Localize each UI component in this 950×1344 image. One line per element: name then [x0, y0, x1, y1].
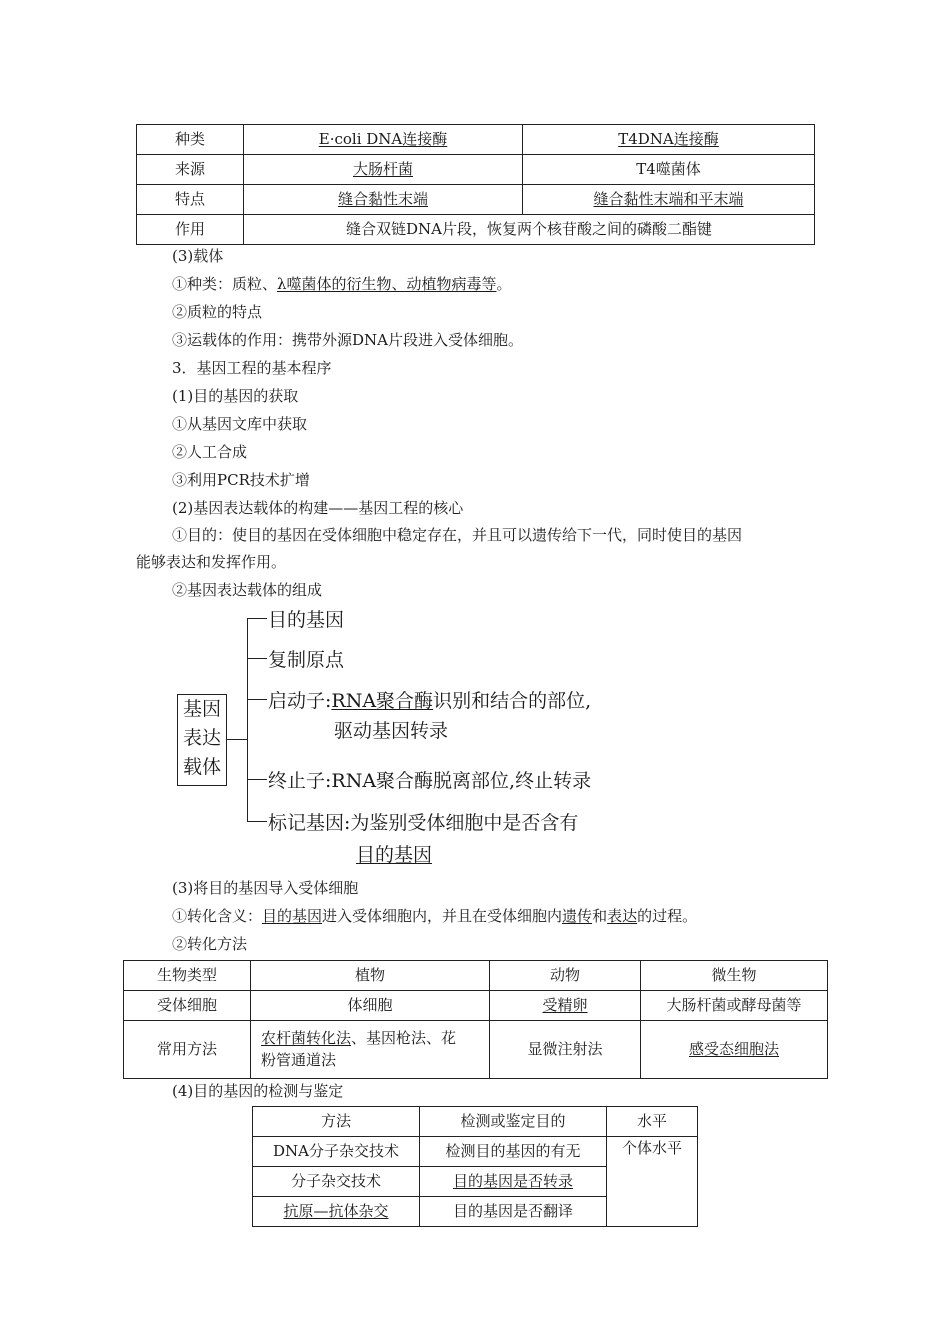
detect-method-1: DNA分子杂交技术 — [253, 1137, 420, 1167]
cell-label-kind: 种类 — [137, 125, 244, 155]
cell-t4-ligase: T4DNA连接酶 — [523, 125, 815, 155]
construct-heading: (2)基因表达载体的构建——基因工程的核心 — [172, 499, 464, 517]
construct-goal-line1: ①目的：使目的基因在受体细胞中稳定存在，并且可以遗传给下一代，同时使目的基因 — [172, 526, 743, 544]
branch-promoter-line2: 驱动基因转录 — [334, 720, 449, 742]
cell-ecoli-feature: 缝合黏性末端 — [244, 185, 523, 215]
transform-heading: (3)将目的基因导入受体细胞 — [172, 879, 359, 897]
construct-goal-line2: 能够表达和发挥作用。 — [136, 553, 287, 571]
diagram-tick-5 — [247, 821, 267, 822]
method-common-plant: 农杆菌转化法、基因枪法、花 粉管通道法 — [251, 1021, 490, 1079]
cell-ecoli-ligase: E·coli DNA连接酶 — [244, 125, 523, 155]
plasmid-features: ②质粒的特点 — [172, 303, 263, 321]
method-table — [123, 960, 828, 1079]
diagram-root-box: 基因 表达 载体 — [177, 694, 227, 786]
detect-header-method: 方法 — [253, 1107, 420, 1137]
cell-ecoli-source: 大肠杆菌 — [244, 155, 523, 185]
method-receptor-microbe: 大肠杆菌或酵母菌等 — [641, 991, 828, 1021]
diagram-tick-3 — [247, 699, 267, 700]
method-header-microbe: 微生物 — [641, 961, 828, 991]
vector-kind: ①种类：质粒、λ噬菌体的衍生物、动植物病毒等。 — [172, 275, 512, 293]
method-receptor-label: 受体细胞 — [124, 991, 251, 1021]
branch-promoter: 启动子:RNA聚合酶识别和结合的部位, — [268, 690, 592, 712]
gene-acquire-heading: (1)目的基因的获取 — [172, 387, 299, 405]
method-common-animal: 显微注射法 — [490, 1021, 641, 1079]
vector-function: ③运载体的作用：携带外源DNA片段进入受体细胞。 — [172, 331, 523, 349]
cell-function: 缝合双链DNA片段，恢复两个核苷酸之间的磷酸二酯键 — [244, 215, 815, 245]
transform-method-heading: ②转化方法 — [172, 935, 248, 953]
method-common-microbe: 感受态细胞法 — [641, 1021, 828, 1079]
cell-label-function: 作用 — [137, 215, 244, 245]
diagram-bracket — [247, 618, 248, 822]
procedure-heading: 3．基因工程的基本程序 — [172, 359, 332, 377]
detect-header-level: 水平 — [607, 1107, 698, 1137]
acquire-item-3: ③利用PCR技术扩增 — [172, 471, 310, 489]
method-header-plant: 植物 — [251, 961, 490, 991]
branch-marker-gene: 标记基因:为鉴别受体细胞中是否含有 — [268, 812, 579, 834]
transform-meaning: ①转化含义：目的基因进入受体细胞内，并且在受体细胞内遗传和表达的过程。 — [172, 907, 698, 925]
branch-terminator: 终止子:RNA聚合酶脱离部位,终止转录 — [268, 770, 592, 792]
detect-header-purpose: 检测或鉴定目的 — [420, 1107, 607, 1137]
diagram-tick-1 — [247, 618, 267, 619]
diagram-connector — [226, 739, 247, 740]
method-header-animal: 动物 — [490, 961, 641, 991]
detect-table — [252, 1106, 698, 1227]
acquire-item-1: ①从基因文库中获取 — [172, 415, 308, 433]
diagram-tick-4 — [247, 779, 267, 780]
method-header-type: 生物类型 — [124, 961, 251, 991]
method-common-label: 常用方法 — [124, 1021, 251, 1079]
detect-purpose-3: 目的基因是否翻译 — [420, 1197, 607, 1227]
detect-level: 个体水平 — [607, 1137, 698, 1227]
detect-heading: (4)目的基因的检测与鉴定 — [172, 1082, 344, 1100]
vector-heading: (3)载体 — [172, 247, 224, 265]
branch-origin: 复制原点 — [268, 649, 345, 671]
acquire-item-2: ②人工合成 — [172, 443, 248, 461]
method-receptor-animal: 受精卵 — [490, 991, 641, 1021]
branch-target-gene: 目的基因 — [268, 609, 345, 631]
cell-t4-source: T4噬菌体 — [523, 155, 815, 185]
cell-label-source: 来源 — [137, 155, 244, 185]
ligase-table — [136, 124, 815, 245]
cell-t4-feature: 缝合黏性末端和平末端 — [523, 185, 815, 215]
detect-method-2: 分子杂交技术 — [253, 1167, 420, 1197]
detect-purpose-1: 检测目的基因的有无 — [420, 1137, 607, 1167]
detect-method-3: 抗原—抗体杂交 — [253, 1197, 420, 1227]
construct-composition: ②基因表达载体的组成 — [172, 581, 323, 599]
method-receptor-plant: 体细胞 — [251, 991, 490, 1021]
detect-purpose-2: 目的基因是否转录 — [420, 1167, 607, 1197]
diagram-tick-2 — [247, 658, 267, 659]
branch-marker-gene-line2: 目的基因 — [356, 844, 433, 866]
cell-label-feature: 特点 — [137, 185, 244, 215]
